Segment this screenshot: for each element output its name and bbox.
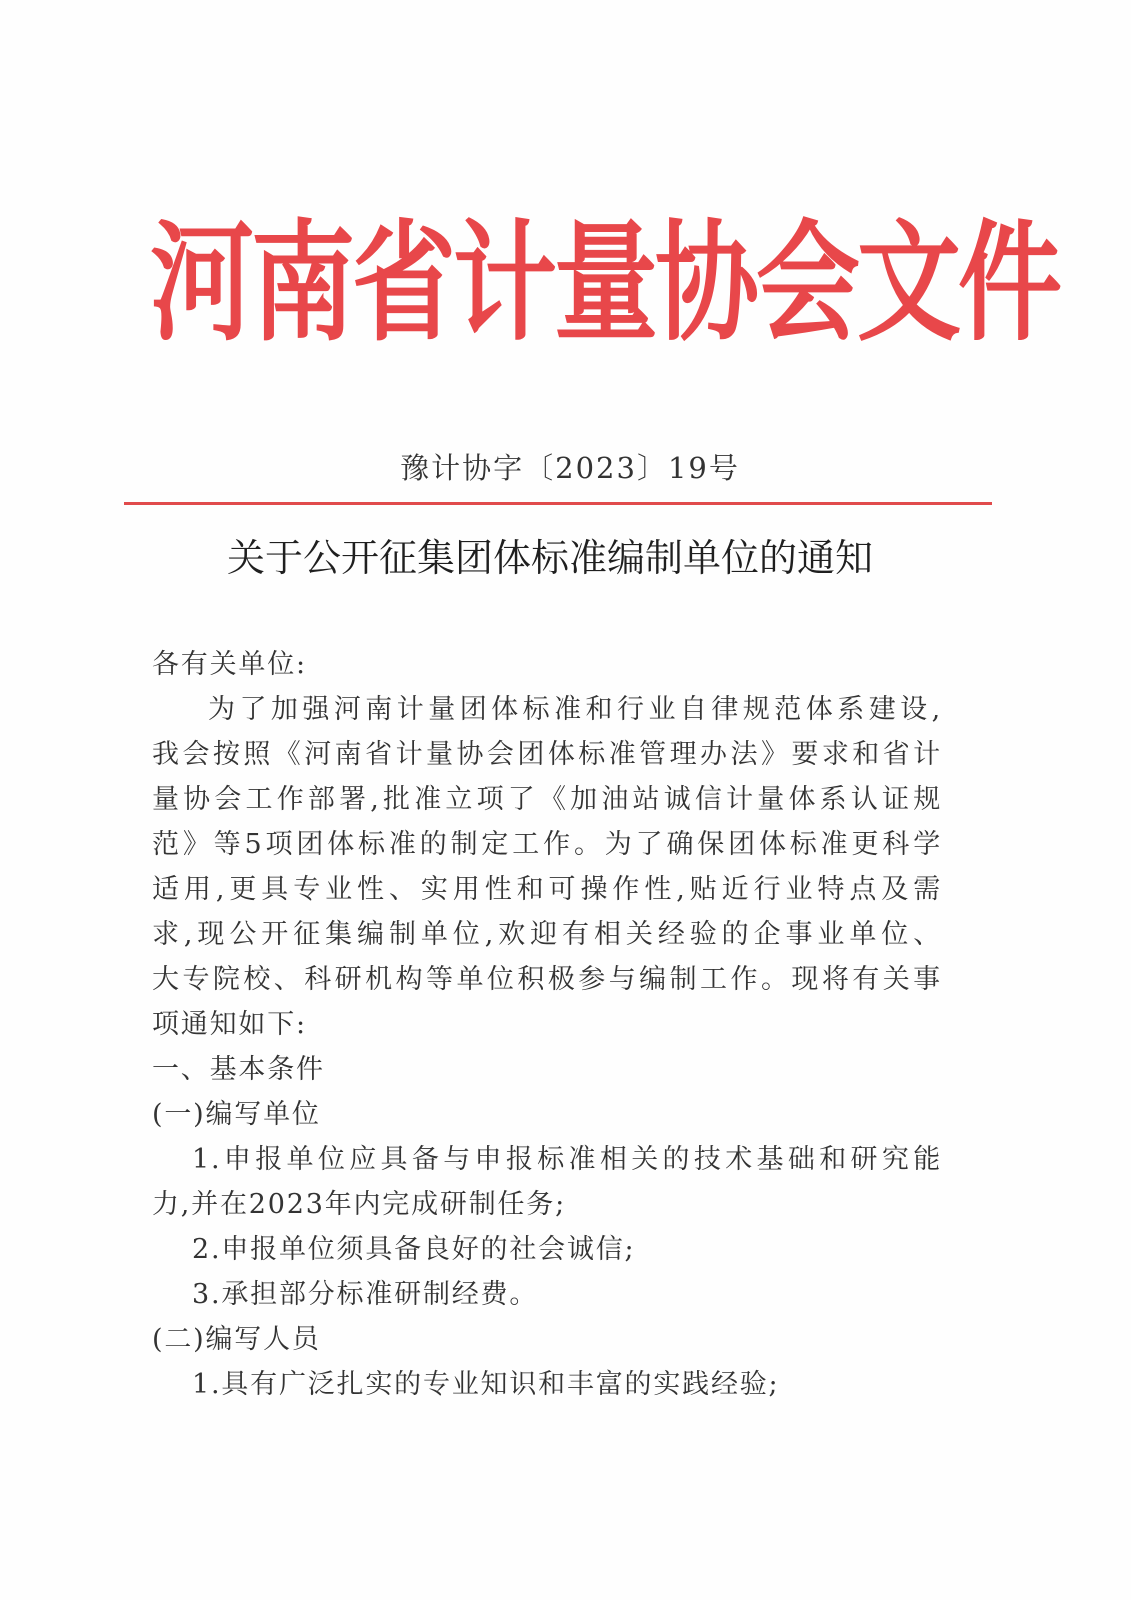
subsection-heading: (一)编写单位 xyxy=(152,1099,321,1130)
salutation: 各有关单位: xyxy=(152,649,307,680)
list-item: 2.申报单位须具备良好的社会诚信; xyxy=(192,1234,636,1265)
paragraph-line: 量协会工作部署,批准立项了《加油站诚信计量体系认证规 xyxy=(152,784,942,815)
red-separator-line xyxy=(124,502,992,505)
list-item-continuation: 力,并在2023年内完成研制任务; xyxy=(152,1189,566,1220)
paragraph-line: 求,现公开征集编制单位,欢迎有相关经验的企事业单位、 xyxy=(152,919,942,950)
document-number: 豫计协字〔2023〕19号 xyxy=(400,451,740,485)
paragraph-line: 项通知如下: xyxy=(152,1009,307,1040)
list-item: 1.申报单位应具备与申报标准相关的技术基础和研究能 xyxy=(192,1144,942,1175)
paragraph-line: 我会按照《河南省计量协会团体标准管理办法》要求和省计 xyxy=(152,739,942,770)
document-body xyxy=(152,642,942,1407)
paragraph-line: 为了加强河南计量团体标准和行业自律规范体系建设, xyxy=(208,694,942,725)
notice-title: 关于公开征集团体标准编制单位的通知 xyxy=(226,536,873,580)
paragraph-line: 范》等5项团体标准的制定工作。为了确保团体标准更科学 xyxy=(152,829,942,860)
list-item: 3.承担部分标准研制经费。 xyxy=(192,1279,539,1310)
paragraph-line: 大专院校、科研机构等单位积极参与编制工作。现将有关事 xyxy=(152,964,942,995)
list-item: 1.具有广泛扎实的专业知识和丰富的实践经验; xyxy=(192,1369,780,1400)
subsection-heading: (二)编写人员 xyxy=(152,1324,321,1355)
paragraph-line: 适用,更具专业性、实用性和可操作性,贴近行业特点及需 xyxy=(152,874,942,905)
masthead-title: 河南省计量协会文件 xyxy=(150,205,1060,360)
section-heading: 一、基本条件 xyxy=(152,1054,325,1085)
